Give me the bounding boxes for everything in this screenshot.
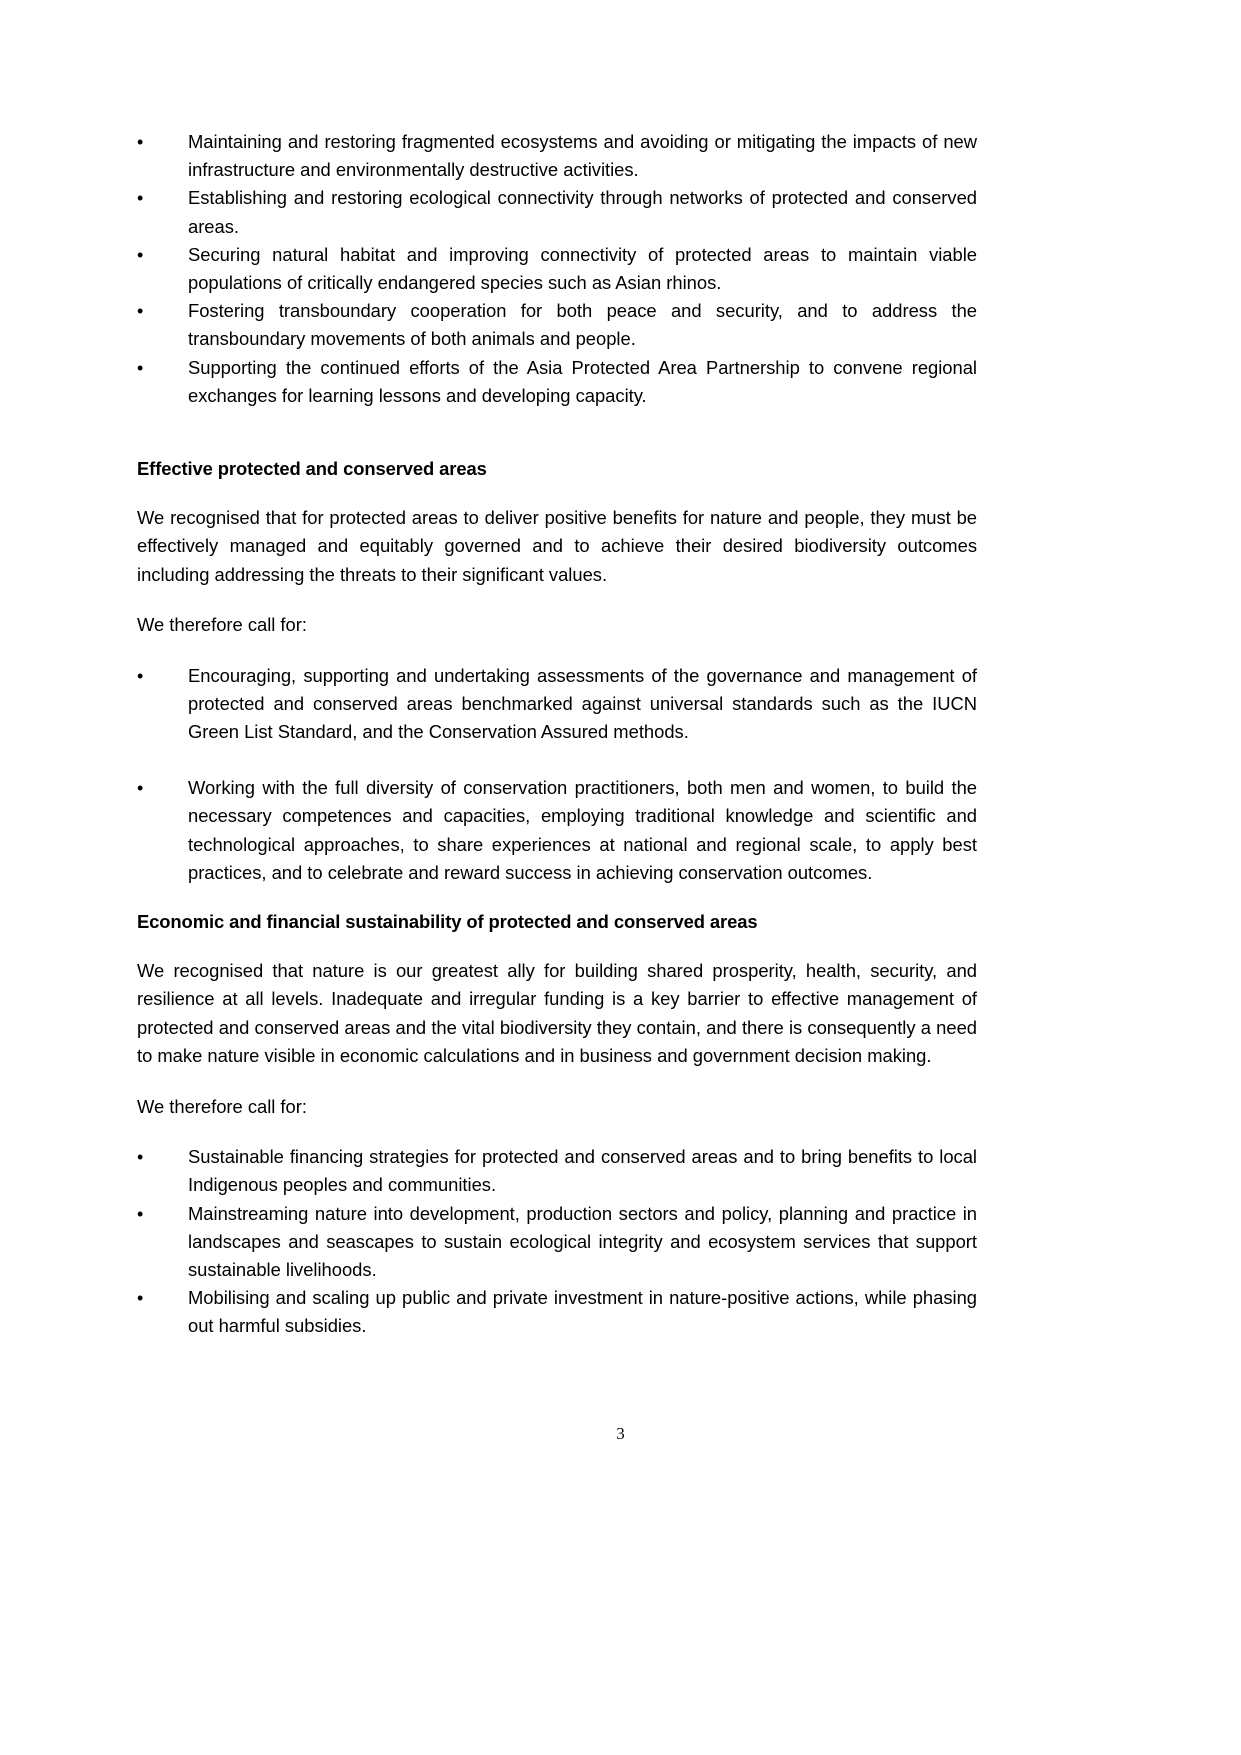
spacer — [137, 887, 977, 909]
bullet-icon: • — [137, 357, 144, 378]
list-item-text: Mainstreaming nature into development, production sectors and policy, planning and practice in landscapes and seascapes to sustain ecological integrity and ecosystem services that support sustainable livelihoods. — [188, 1202, 977, 1280]
list-item — [137, 662, 977, 747]
spacer — [137, 1121, 977, 1143]
call-for-label: We therefore call for: — [137, 1095, 307, 1117]
bullet-icon: • — [137, 132, 144, 152]
section-heading-economic-sustainability: Economic and financial sustainability of protected and conserved areas — [137, 911, 758, 933]
economic-sustainability-bullet-list — [137, 1143, 977, 1340]
spacer — [137, 482, 977, 504]
list-item-text: Working with the full diversity of conservation practitioners, both men and women, to build the necessary competences and capacities, employing traditional knowledge and scientific and technological approaches, to share experiences at national and regional scale, to apply best practices, and to celebrate and reward success in achieving conservation outcomes. — [188, 777, 977, 883]
bullet-icon: • — [137, 301, 144, 322]
effective-areas-bullet-list — [137, 662, 977, 887]
spacer — [137, 935, 977, 957]
list-item — [137, 297, 977, 353]
list-item-text: Fostering transboundary cooperation for both peace and security, and to address the transboundary movements of both animals and people. — [188, 300, 977, 350]
bullet-icon: • — [137, 244, 144, 265]
bullet-icon: • — [137, 1288, 144, 1309]
bullet-icon: • — [137, 1147, 144, 1168]
bullet-icon: • — [137, 188, 144, 209]
list-item-text: Sustainable financing strategies for protected and conserved areas and to bring benefits to local Indigenous peoples and communities. — [188, 1146, 977, 1196]
section-intro-paragraph: We recognised that nature is our greatest ally for building shared prosperity, health, security, and resilience at all levels. Inadequate and irregular funding is a key barrier to effective management of protected and conserved areas and the vital biodiversity they contain, and there is consequently a need to make nature visible in economic calculations and in business and government decision making. — [137, 960, 977, 1067]
list-item — [137, 1284, 977, 1340]
list-item-text: Supporting the continued efforts of the Asia Protected Area Partnership to convene regional exchanges for learning lessons and developing capacity. — [188, 356, 977, 406]
list-item-text: Maintaining and restoring fragmented ecosystems and avoiding or mitigating the impacts of new infrastructure and environmentally destructive activities. — [188, 131, 977, 181]
list-item-text: Encouraging, supporting and undertaking assessments of the governance and management of protected and conserved areas benchmarked against universal standards such as the IUCN Green List Standard, and the Conservation Assured methods. — [188, 664, 977, 743]
list-item — [137, 241, 977, 297]
bullet-icon: • — [137, 665, 144, 686]
list-item — [137, 1143, 977, 1199]
page-content — [137, 128, 977, 1341]
spacer — [137, 410, 977, 456]
list-item — [137, 1200, 977, 1285]
section-heading-effective-areas: Effective protected and conserved areas — [137, 458, 487, 480]
list-item-text: Establishing and restoring ecological connectivity through networks of protected and conserved areas. — [188, 187, 977, 237]
spacer — [137, 1071, 977, 1093]
list-item — [137, 184, 977, 240]
list-item — [137, 128, 977, 184]
top-bullet-list — [137, 128, 977, 410]
spacer — [137, 589, 977, 611]
list-item — [137, 774, 977, 887]
list-item-text: Mobilising and scaling up public and private investment in nature-positive actions, while phasing out harmful subsidies. — [188, 1287, 977, 1337]
bullet-icon: • — [137, 778, 144, 799]
list-item — [137, 354, 977, 410]
section-intro-paragraph: We recognised that for protected areas to deliver positive benefits for nature and people, they must be effectively managed and equitably governed and to achieve their desired biodiversity outcomes including addressing the threats to their significant values. — [137, 507, 977, 585]
bullet-icon: • — [137, 1203, 144, 1224]
spacer — [137, 640, 977, 662]
page-number: 3 — [616, 1424, 625, 1443]
list-item-text: Securing natural habitat and improving connectivity of protected areas to maintain viable populations of critically endangered species such as Asian rhinos. — [188, 243, 977, 294]
call-for-label: We therefore call for: — [137, 614, 307, 636]
